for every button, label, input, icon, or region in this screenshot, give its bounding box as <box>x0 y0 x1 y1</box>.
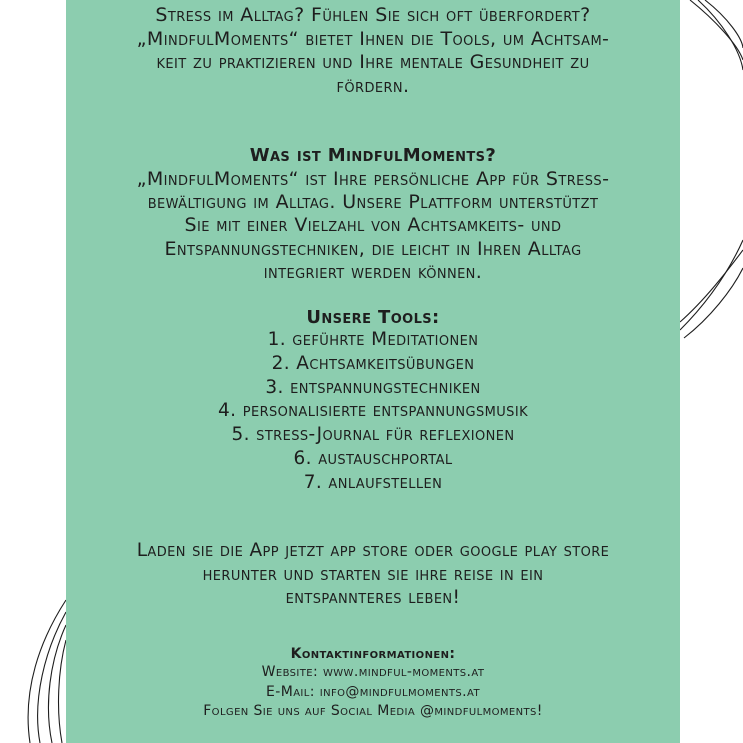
cta-line: entspannteres leben! <box>285 587 461 608</box>
tool-item: 3. entspannungstechniken <box>265 376 481 398</box>
tools-heading: Unsere Tools: <box>306 307 440 328</box>
flyer-panel <box>66 0 680 743</box>
tool-item: 7. anlaufstellen <box>303 471 443 493</box>
contact-website: Website: www.mindful-moments.at <box>261 664 485 680</box>
about-heading: Was ist MindfulMoments? <box>249 145 497 166</box>
download-call-to-action <box>66 539 680 610</box>
intro-line: „MindfulMoments“ bietet Ihnen die Tools, um Achtsam- <box>136 27 610 50</box>
cta-line: herunter und starten sie ihre reise in ein <box>202 563 544 585</box>
tool-item: 5. stress-Journal für reflexionen <box>231 424 515 446</box>
about-line: bewältigung im Alltag. Unsere Plattform unterstützt <box>147 191 599 214</box>
about-line: integriert werden können. <box>263 260 483 283</box>
tool-item: 6. austauschportal <box>293 447 453 469</box>
contact-email: E-Mail: info@mindfulmoments.at <box>266 683 480 700</box>
about-text <box>66 168 680 284</box>
contact-heading: Kontaktinformationen: <box>290 646 456 662</box>
cta-line: Laden sie die App jetzt app store oder google play store <box>136 540 610 561</box>
tools-list <box>66 328 680 495</box>
contact-info <box>66 663 680 722</box>
intro-text <box>66 4 680 98</box>
tool-item: 2. Achtsamkeitsübungen <box>271 352 475 374</box>
contact-social: Folgen Sie uns auf Social Media @mindfulmoments! <box>203 703 543 719</box>
about-line: Entspannungstechniken, die leicht in Ihren Alltag <box>164 237 582 260</box>
about-line: „MindfulMoments“ ist Ihre persönliche App für Stress- <box>136 168 610 190</box>
intro-line: Stress im Alltag? Fühlen Sie sich oft überfordert? <box>155 4 591 26</box>
about-line: Sie mit einer Vielzahl von Achtsamkeits- und <box>184 214 562 237</box>
intro-line: keit zu praktizieren und Ihre mentale Gesundheit zu <box>156 51 590 73</box>
tool-item: 1. geführte Meditationen <box>267 329 479 350</box>
intro-line: fördern. <box>336 74 410 97</box>
tool-item: 4. personalisierte entspannungsmusik <box>217 400 528 422</box>
